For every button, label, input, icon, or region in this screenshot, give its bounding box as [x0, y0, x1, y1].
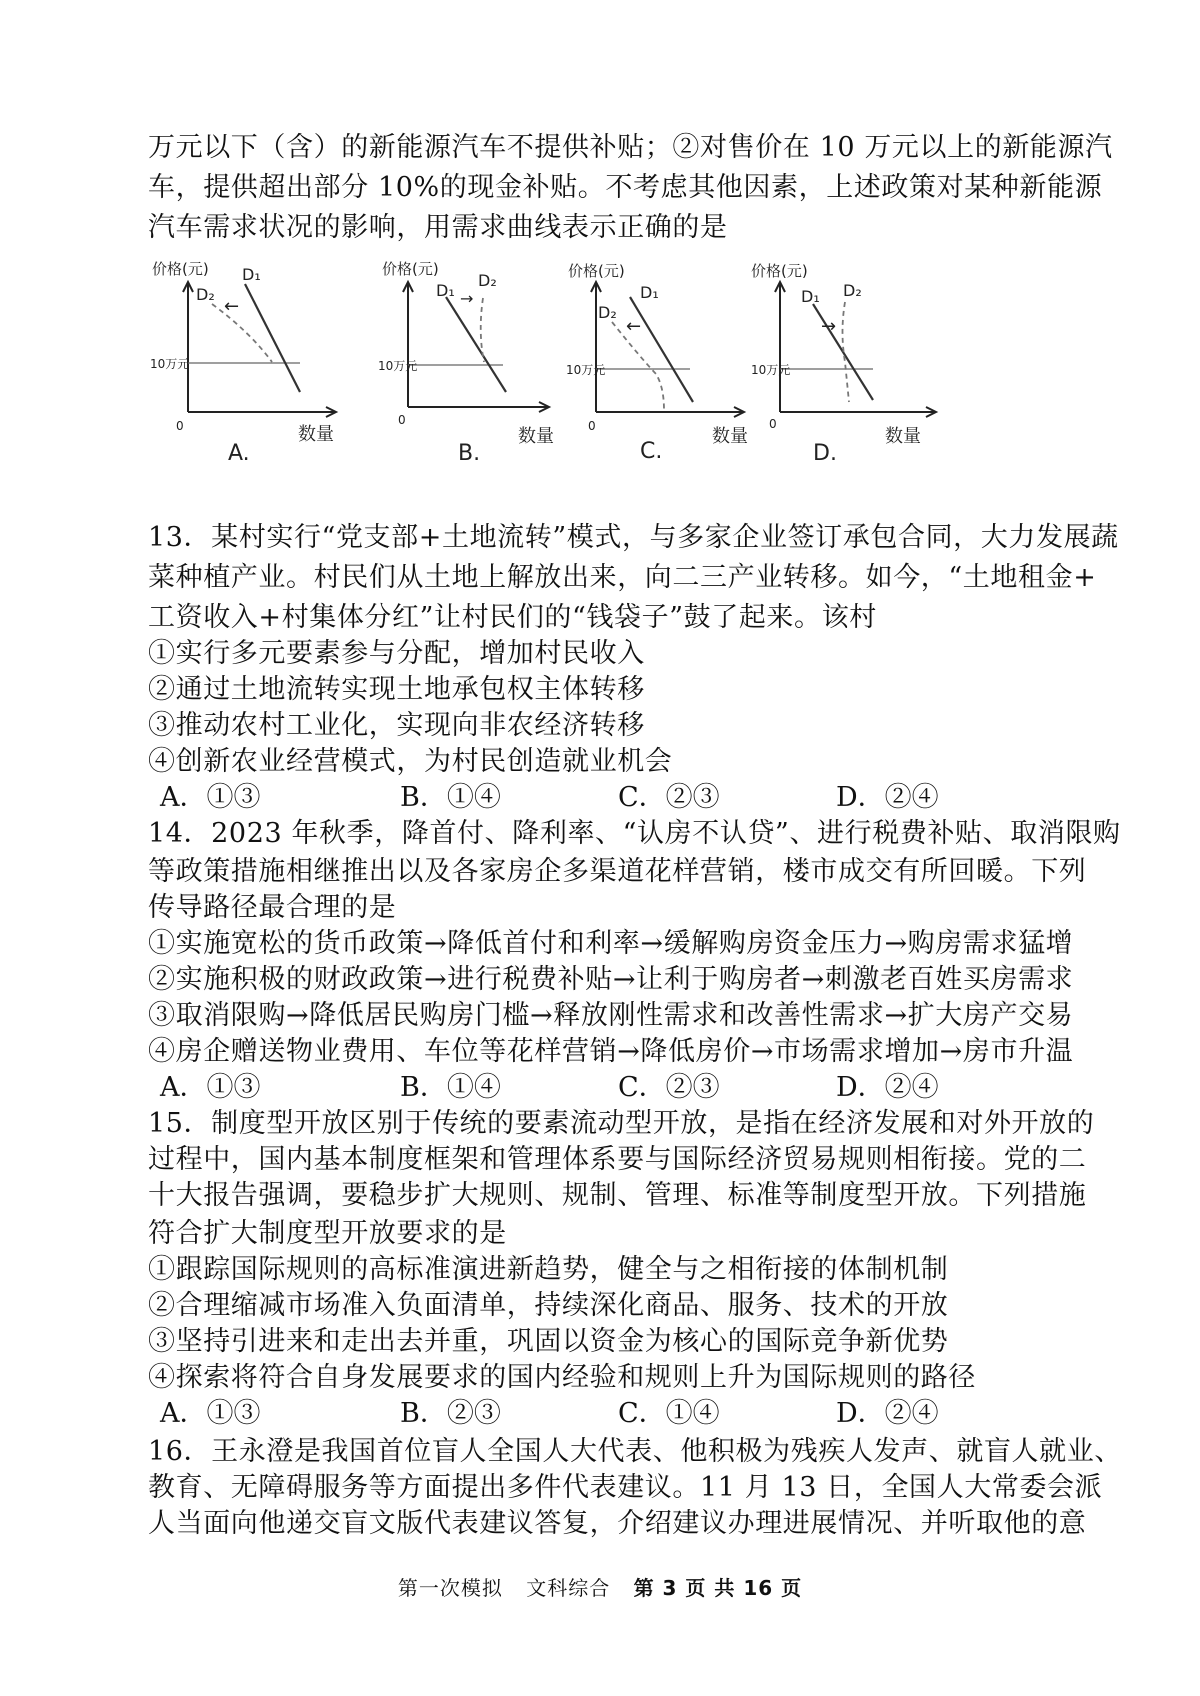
graph-c-letter: C. [640, 439, 663, 464]
graph-c [568, 262, 758, 512]
graph-d-price-label: 10万元 [751, 363, 791, 377]
q16-line-2: 教育、无障碍服务等方面提出多件代表建议。11 月 13 日，全国人大常委会派 [148, 1472, 1103, 1503]
graph-d-origin: 0 [769, 417, 777, 431]
graph-b-xlabel: 数量 [518, 426, 554, 447]
q13-item-2: ②通过土地流转实现土地承包权主体转移 [148, 674, 645, 705]
q14-options [160, 1068, 1060, 1108]
graph-a-d1-curve [245, 284, 300, 392]
graph-c-ylabel: 价格(元) [568, 262, 625, 280]
q13-line-3: 工资收入+村集体分红”让村民们的“钱袋子”鼓了起来。该村 [148, 602, 877, 633]
graph-d-svg [751, 262, 945, 512]
q14-item-4: ④房企赠送物业费用、车位等花样营销→降低房价→市场需求增加→房市升温 [148, 1036, 1074, 1067]
graph-d [751, 262, 945, 512]
q13-item-3: ③推动农村工业化，实现向非农经济转移 [148, 710, 645, 741]
graph-a-d2-label: D₂ [196, 285, 215, 304]
q14-item-3: ③取消限购→降低居民购房门槛→释放刚性需求和改善性需求→扩大房产交易 [148, 1000, 1074, 1031]
footer-exam: 第一次模拟 [397, 1576, 503, 1600]
graph-a-d1-label: D₁ [242, 265, 261, 284]
graph-a-price-label: 10万元 [150, 357, 190, 371]
graph-a-svg [150, 262, 340, 512]
q15-line-1: 15．制度型开放区别于传统的要素流动型开放，是指在经济发展和对外开放的 [148, 1108, 1095, 1139]
graph-a-letter: A. [228, 441, 250, 466]
q15-line-2: 过程中，国内基本制度框架和管理体系要与国际经济贸易规则相衔接。党的二 [148, 1144, 1087, 1175]
graph-b-arrow: → [460, 289, 474, 308]
q15-item-1: ①跟踪国际规则的高标准演进新趋势，健全与之相衔接的体制机制 [148, 1254, 949, 1285]
graph-c-price-label: 10万元 [566, 363, 606, 377]
q14-option-d: D．②④ [836, 1072, 939, 1103]
q15-option-a: A．①③ [160, 1398, 261, 1429]
q15-line-3: 十大报告强调，要稳步扩大规则、规制、管理、标准等制度型开放。下列措施 [148, 1180, 1087, 1211]
graph-d-arrow: → [821, 316, 837, 337]
page-footer [0, 1572, 1200, 1601]
demand-curve-graphs [150, 262, 1090, 512]
q13-option-b: B．①④ [400, 782, 501, 813]
q15-option-c: C．①④ [618, 1398, 720, 1429]
graph-d-xlabel: 数量 [885, 426, 921, 447]
q16-line-1: 16．王永澄是我国首位盲人全国人大代表、他积极为残疾人发声、就盲人就业、 [148, 1436, 1122, 1467]
graph-d-d1-label: D₁ [801, 287, 820, 306]
graph-d-d2-label: D₂ [843, 281, 862, 300]
graph-b [378, 262, 568, 512]
q14-option-c: C．②③ [618, 1072, 720, 1103]
graph-a-ylabel: 价格(元) [152, 260, 209, 278]
graph-b-letter: B. [458, 441, 481, 466]
q14-option-b: B．①④ [400, 1072, 501, 1103]
graph-c-d2-label: D₂ [598, 303, 617, 322]
q14-line-1: 14．2023 年秋季，降首付、降利率、“认房不认贷”、进行税费补贴、取消限购 [148, 818, 1121, 849]
q14-line-2: 等政策措施相继推出以及各家房企多渠道花样营销，楼市成交有所回暖。下列 [148, 856, 1087, 887]
graph-c-svg [568, 262, 758, 512]
q13-line-1: 13．某村实行“党支部+土地流转”模式，与多家企业签订承包合同，大力发展蔬 [148, 522, 1119, 553]
intro-line-3: 汽车需求状况的影响，用需求曲线表示正确的是 [148, 212, 728, 243]
q15-options [160, 1394, 1060, 1434]
q15-line-4: 符合扩大制度型开放要求的是 [148, 1218, 507, 1249]
graph-b-svg [378, 262, 568, 512]
graph-c-d1-label: D₁ [640, 283, 659, 302]
q13-option-a: A．①③ [160, 782, 261, 813]
q14-line-3: 传导路径最合理的是 [148, 892, 397, 923]
q13-item-1: ①实行多元要素参与分配，增加村民收入 [148, 638, 645, 669]
footer-subject: 文科综合 [526, 1576, 611, 1600]
q13-option-c: C．②③ [618, 782, 720, 813]
graph-c-origin: 0 [588, 419, 596, 433]
q13-item-4: ④创新农业经营模式，为村民创造就业机会 [148, 746, 673, 777]
graph-c-xlabel: 数量 [712, 426, 748, 447]
q15-item-3: ③坚持引进来和走出去并重，巩固以资金为核心的国际竞争新优势 [148, 1326, 949, 1357]
graph-d-ylabel: 价格(元) [751, 262, 808, 280]
q15-item-4: ④探索将符合自身发展要求的国内经验和规则上升为国际规则的路径 [148, 1362, 976, 1393]
graph-d-letter: D. [813, 441, 837, 466]
q15-item-2: ②合理缩减市场准入负面清单，持续深化商品、服务、技术的开放 [148, 1290, 949, 1321]
graph-b-d1-curve [446, 297, 506, 392]
q14-item-1: ①实施宽松的货币政策→降低首付和利率→缓解购房资金压力→购房需求猛增 [148, 928, 1074, 959]
graph-b-d1-label: D₁ [436, 281, 455, 300]
intro-line-1: 万元以下（含）的新能源汽车不提供补贴；②对售价在 10 万元以上的新能源汽 [148, 132, 1113, 163]
q13-line-2: 菜种植产业。村民们从土地上解放出来，向二三产业转移。如今，“土地租金+ [148, 562, 1097, 593]
q15-option-d: D．②④ [836, 1398, 939, 1429]
q14-item-2: ②实施积极的财政政策→进行税费补贴→让利于购房者→刺激老百姓买房需求 [148, 964, 1074, 995]
graph-b-origin: 0 [398, 413, 406, 427]
graph-c-arrow: ← [626, 316, 642, 337]
graph-a-d2-curve [212, 304, 272, 362]
graph-a-xlabel: 数量 [298, 424, 334, 445]
q14-option-a: A．①③ [160, 1072, 261, 1103]
graph-a-origin: 0 [176, 419, 184, 433]
graph-a-arrow: ← [224, 296, 240, 317]
intro-line-2: 车，提供超出部分 10%的现金补贴。不考虑其他因素，上述政策对某种新能源 [148, 172, 1103, 203]
q13-option-d: D．②④ [836, 782, 939, 813]
graph-b-price-label: 10万元 [378, 359, 418, 373]
q16-line-3: 人当面向他递交盲文版代表建议答复，介绍建议办理进展情况、并听取他的意 [148, 1508, 1087, 1539]
q13-options [160, 778, 1060, 818]
graph-a [150, 262, 340, 512]
footer-page-number: 第 3 页 共 16 页 [633, 1576, 803, 1600]
graph-b-ylabel: 价格(元) [382, 260, 439, 278]
q15-option-b: B．②③ [400, 1398, 501, 1429]
graph-b-d2-label: D₂ [478, 271, 497, 290]
